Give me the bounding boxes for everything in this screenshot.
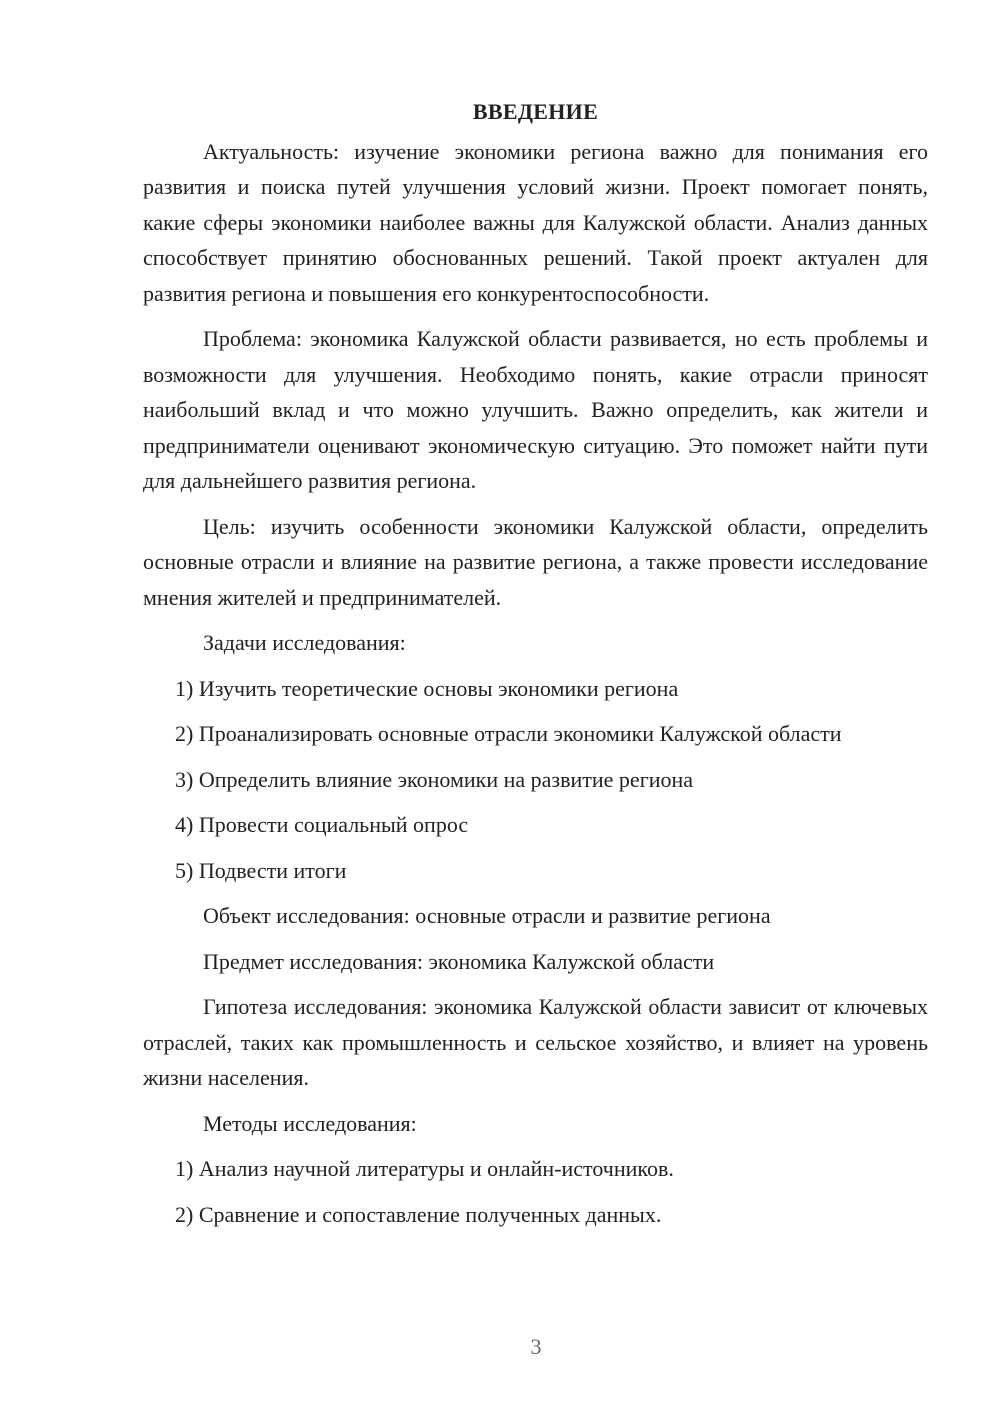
task-item-2: 2) Проанализировать основные отрасли экономики Калужской области bbox=[175, 721, 842, 746]
object-line: Объект исследования: основные отрасли и развитие региона bbox=[203, 903, 771, 928]
tasks-heading: Задачи исследования: bbox=[203, 630, 406, 655]
task-item-3: 3) Определить влияние экономики на развитие региона bbox=[175, 766, 694, 792]
hypothesis-paragraph: Гипотеза исследования: экономика Калужской области зависит от ключевых отраслей, таких как промышленность и сельское хозяйство, и влияет на уровень жизни населения. bbox=[143, 994, 928, 1090]
method-item-2: 2) Сравнение и сопоставление полученных данных. bbox=[175, 1201, 662, 1227]
goal-paragraph: Цель: изучить особенности экономики Калужской области, определить основные отрасли и влияние на развитие региона, а также провести исследование мнения жителей и предпринимателей. bbox=[143, 513, 928, 610]
section-title: ВВЕДЕНИЕ bbox=[472, 99, 599, 124]
task-item-4: 4) Провести социальный опрос bbox=[175, 812, 469, 837]
task-item-1: 1) Изучить теоретические основы экономики региона bbox=[175, 675, 679, 701]
task-item-5: 5) Подвести итоги bbox=[175, 857, 347, 883]
method-item-1: 1) Анализ научной литературы и онлайн-источников. bbox=[175, 1156, 674, 1181]
document-body bbox=[143, 94, 928, 1242]
page-number: 3 bbox=[530, 1334, 542, 1359]
subject-line: Предмет исследования: экономика Калужской области bbox=[203, 948, 715, 974]
problem-paragraph: Проблема: экономика Калужской области развивается, но есть проблемы и возможности для улучшения. Необходимо понять, какие отрасли приносят наибольший вклад и что можно улучшить. Важно определить, как жители и предприниматели оценивают экономическую ситуацию. Это поможет найти пути для дальнейшего развития региона. bbox=[143, 326, 928, 493]
relevance-paragraph: Актуальность: изучение экономики региона важно для понимания его развития и поиска путей улучшения условий жизни. Проект помогает понять, какие сферы экономики наиболее важны для Калужской области. Анализ данных способствует принятию обоснованных решений. Такой проект актуален для развития региона и повышения его конкурентоспособности. bbox=[143, 138, 928, 306]
methods-heading: Методы исследования: bbox=[203, 1110, 417, 1136]
